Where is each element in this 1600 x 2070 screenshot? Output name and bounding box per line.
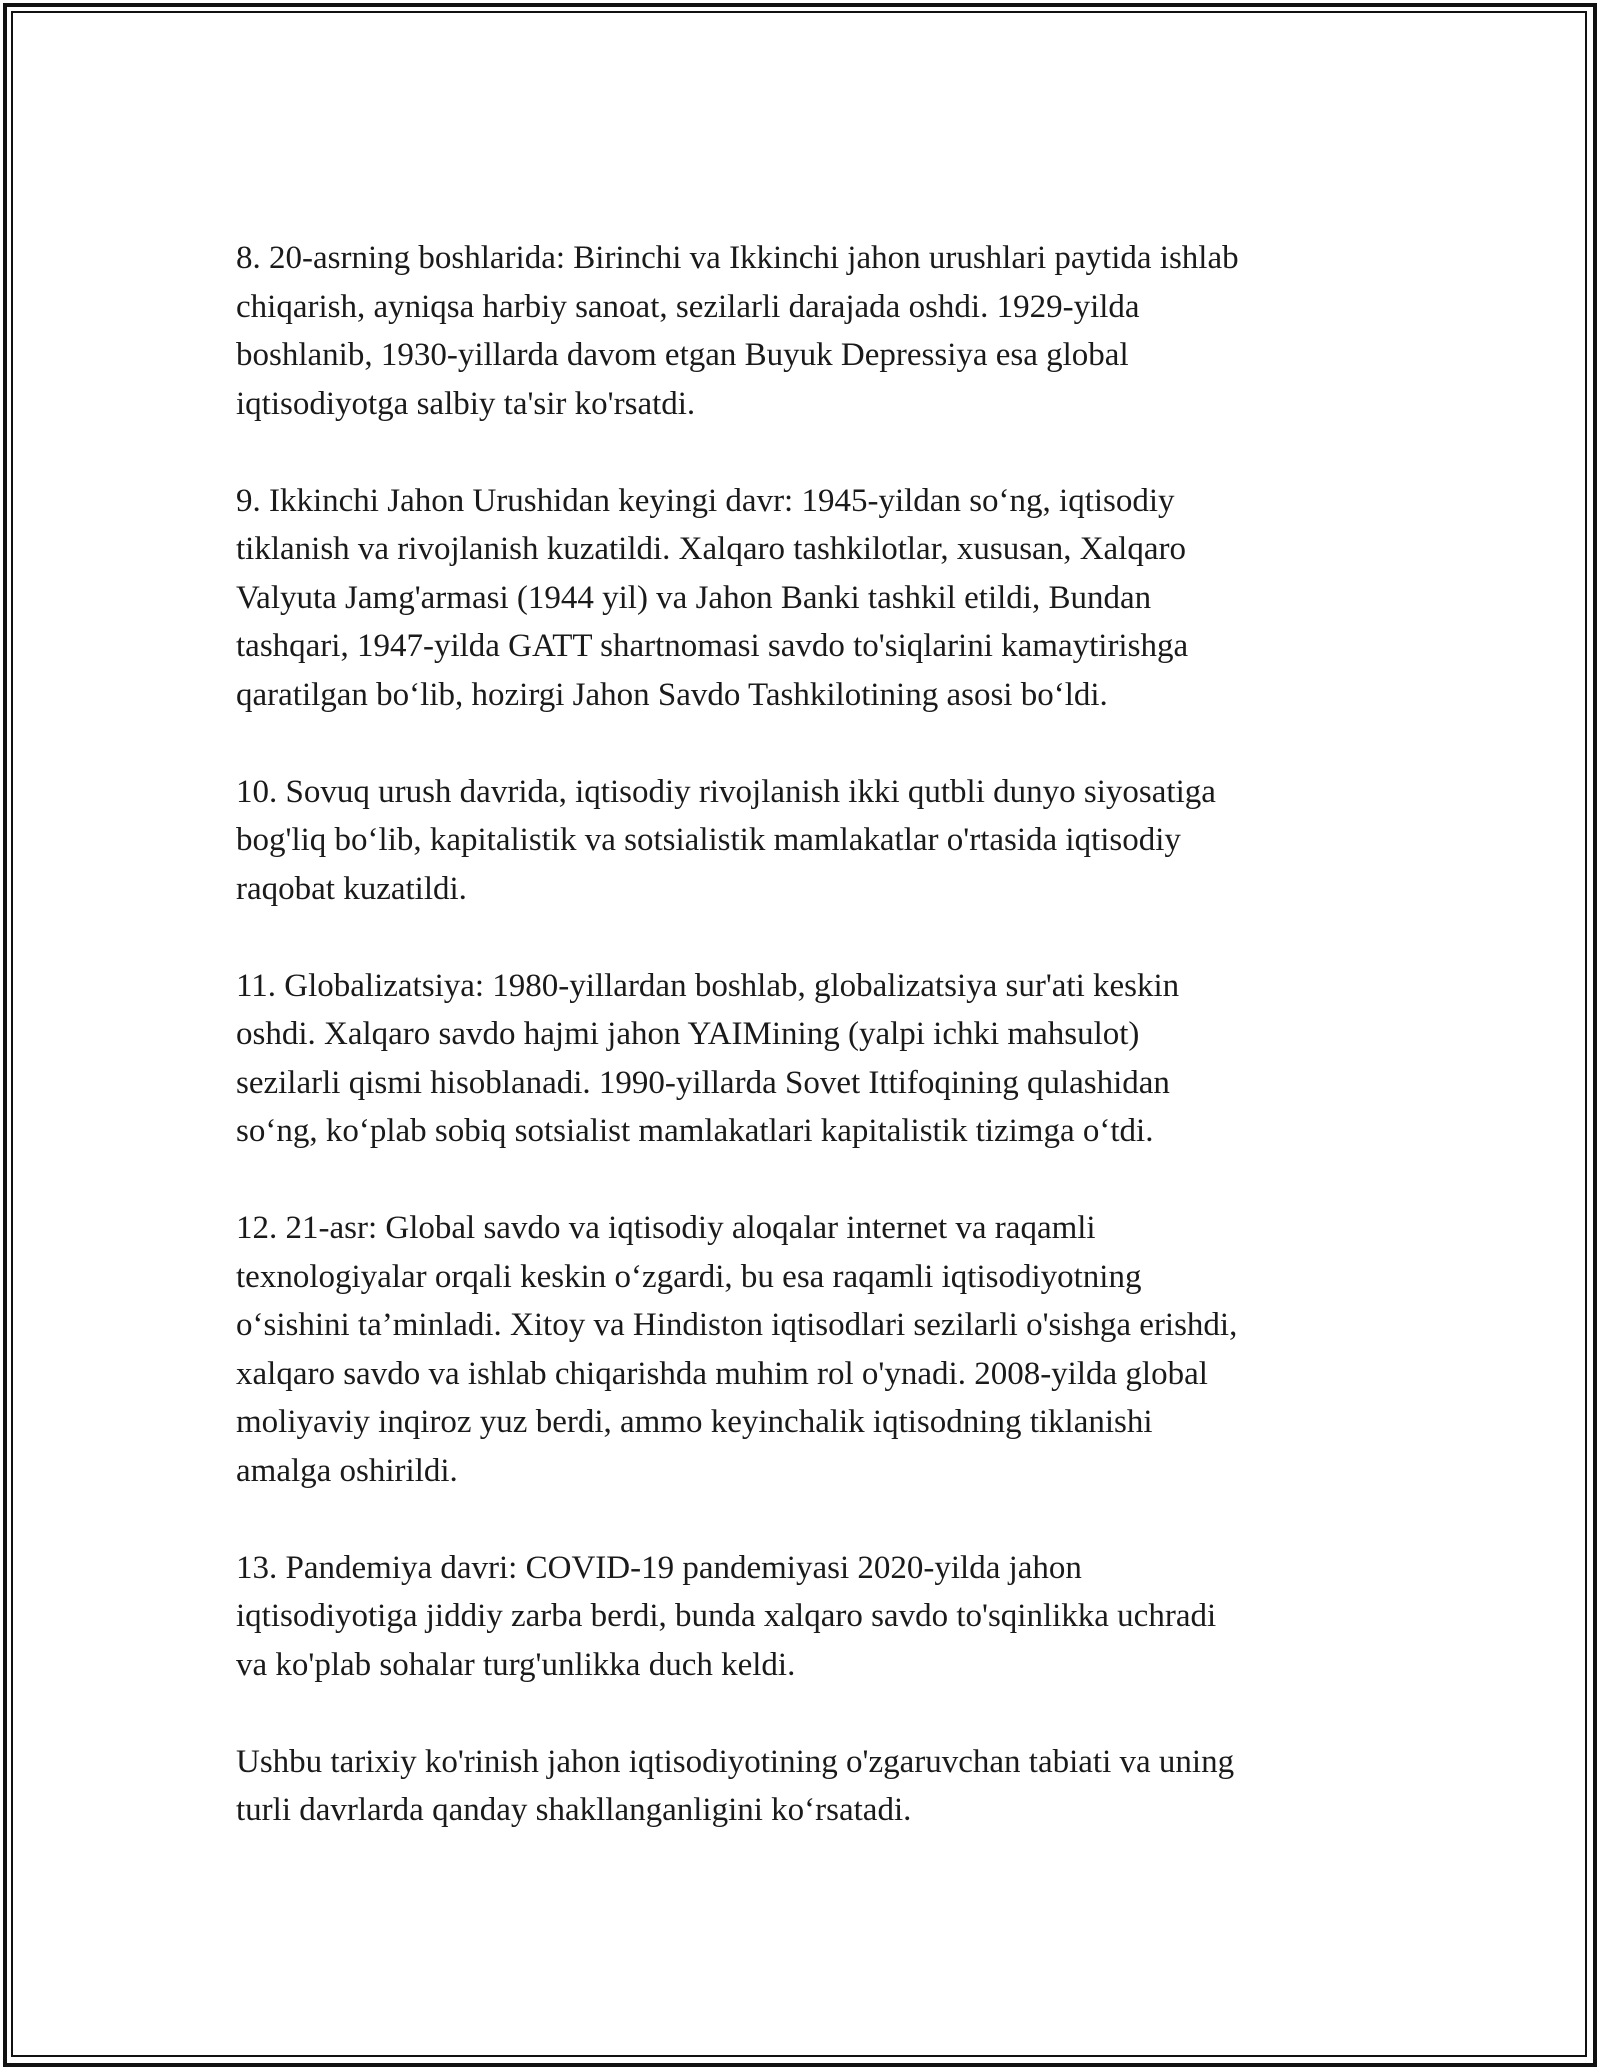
document-body <box>236 234 1366 1883</box>
text-line: 8. 20-asrning boshlarida: Birinchi va Ikkinchi jahon urushlari paytida ishlab <box>236 240 1239 276</box>
text-line: sezilarli qismi hisoblanadi. 1990-yillarda Sovet Ittifoqining qulashidan <box>236 1064 1170 1101</box>
text-line: qaratilgan bo‘lib, hozirgi Jahon Savdo Tashkilotining asosi bo‘ldi. <box>236 676 1108 713</box>
text-line: bog'liq bo‘lib, kapitalistik va sotsialistik mamlakatlar o'rtasida iqtisodiy <box>236 822 1181 858</box>
paragraph-9 <box>236 477 1366 720</box>
paragraph-12 <box>236 1204 1366 1495</box>
text-line: turli davrlarda qanday shakllanganligini ko‘rsatadi. <box>236 1792 912 1828</box>
text-line: amalga oshirildi. <box>236 1452 458 1489</box>
text-line: tiklanish va rivojlanish kuzatildi. Xalqaro tashkilotlar, xususan, Xalqaro <box>236 531 1186 567</box>
text-line: oshdi. Xalqaro savdo hajmi jahon YAIMining (yalpi ichki mahsulot) <box>236 1016 1140 1052</box>
text-line: xalqaro savdo va ishlab chiqarishda muhim rol o'ynadi. 2008-yilda global <box>236 1355 1208 1392</box>
text-line: 12. 21-asr: Global savdo va iqtisodiy aloqalar internet va raqamli <box>236 1210 1096 1246</box>
text-line: moliyaviy inqiroz yuz berdi, ammo keyinchalik iqtisodning tiklanishi <box>236 1404 1153 1440</box>
paragraph-conclusion <box>236 1738 1366 1835</box>
paragraph-10 <box>236 768 1366 914</box>
text-line: iqtisodiyotiga jiddiy zarba berdi, bunda xalqaro savdo to'sqinlikka uchradi <box>236 1598 1217 1634</box>
text-line: o‘sishini ta’minladi. Xitoy va Hindiston iqtisodlari sezilarli o'sishga erishdi, <box>236 1307 1238 1343</box>
text-line: iqtisodiyotga salbiy ta'sir ko'rsatdi. <box>236 385 696 422</box>
text-line: va ko'plab sohalar turg'unlikka duch keldi. <box>236 1646 796 1683</box>
paragraph-11 <box>236 962 1366 1156</box>
text-line: so‘ng, ko‘plab sobiq sotsialist mamlakatlari kapitalistik tizimga o‘tdi. <box>236 1113 1154 1149</box>
text-line: 9. Ikkinchi Jahon Urushidan keyingi davr: 1945-yildan so‘ng, iqtisodiy <box>236 482 1175 519</box>
text-line: Ushbu tarixiy ko'rinish jahon iqtisodiyotining o'zgaruvchan tabiati va uning <box>236 1743 1235 1780</box>
text-line: raqobat kuzatildi. <box>236 870 467 907</box>
text-line: boshlanib, 1930-yillarda davom etgan Buyuk Depressiya esa global <box>236 337 1129 373</box>
text-line: texnologiyalar orqali keskin o‘zgardi, bu esa raqamli iqtisodiyotning <box>236 1258 1142 1295</box>
text-line: Valyuta Jamg'armasi (1944 yil) va Jahon Banki tashkil etildi, Bundan <box>236 579 1152 616</box>
paragraph-8 <box>236 234 1366 428</box>
text-line: 13. Pandemiya davri: COVID-19 pandemiyasi 2020-yilda jahon <box>236 1549 1082 1586</box>
text-line: 10. Sovuq urush davrida, iqtisodiy rivojlanish ikki qutbli dunyo siyosatiga <box>236 773 1216 810</box>
text-line: chiqarish, ayniqsa harbiy sanoat, sezilarli darajada oshdi. 1929-yilda <box>236 288 1140 325</box>
text-line: tashqari, 1947-yilda GATT shartnomasi savdo to'siqlarini kamaytirishga <box>236 628 1189 664</box>
text-line: 11. Globalizatsiya: 1980-yillardan boshlab, globalizatsiya sur'ati keskin <box>236 967 1180 1004</box>
paragraph-13 <box>236 1544 1366 1690</box>
